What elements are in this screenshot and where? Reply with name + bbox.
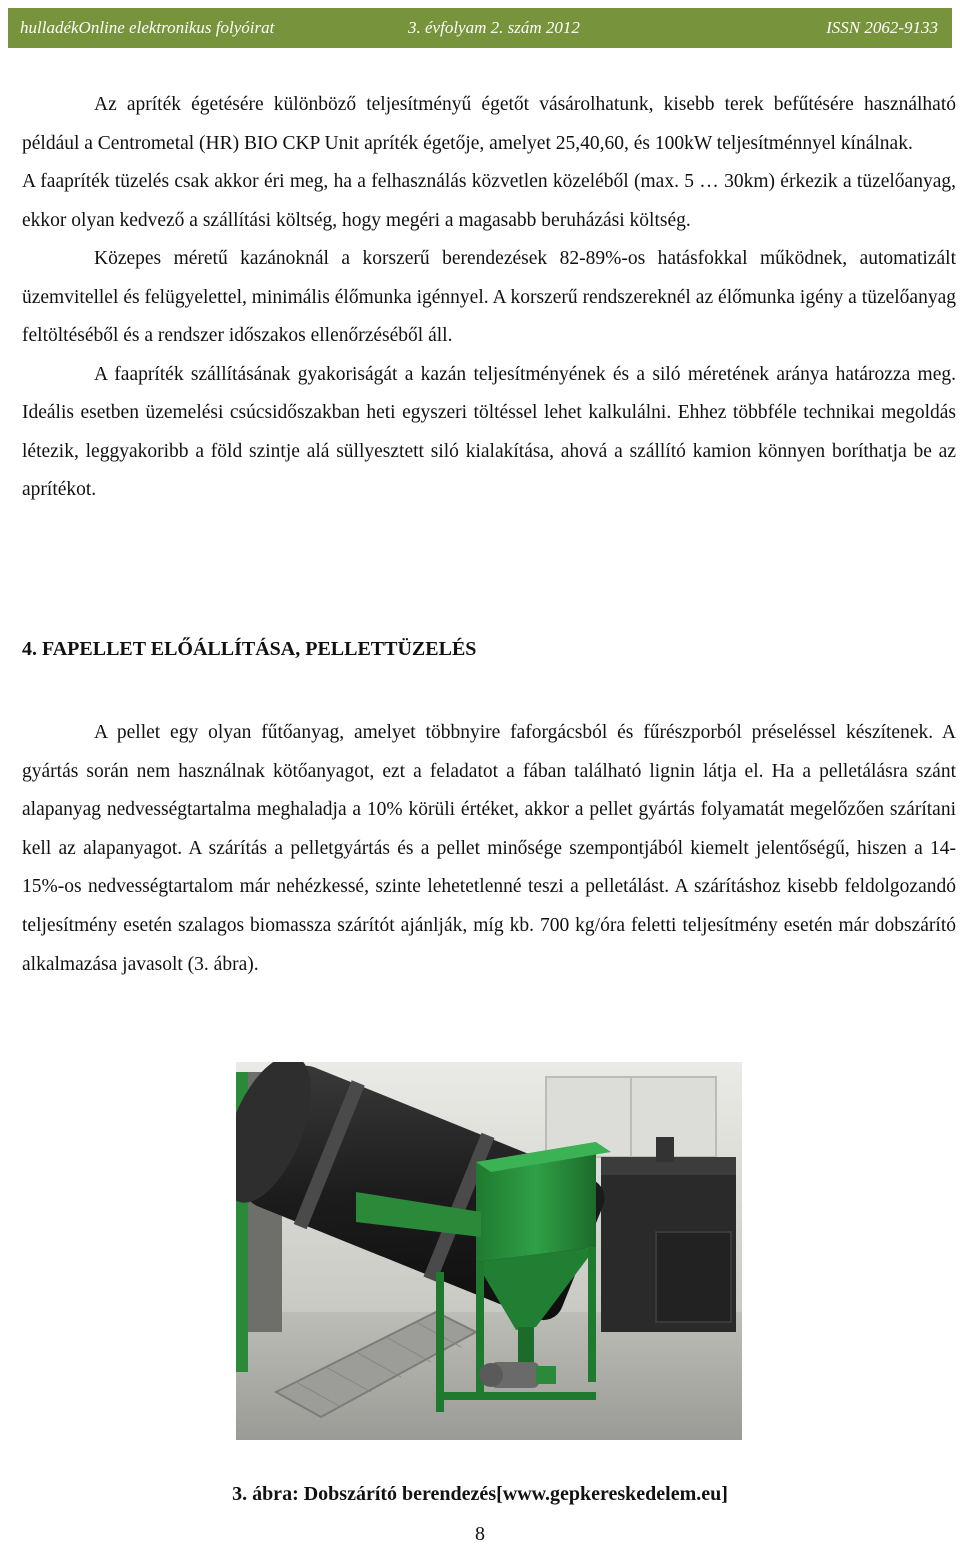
drum-dryer-photo — [236, 1062, 742, 1440]
section-heading: 4. FAPELLET ELŐÁLLÍTÁSA, PELLETTÜZELÉS — [22, 638, 477, 660]
journal-header-bar — [8, 8, 952, 48]
body-text-section — [22, 714, 956, 984]
body-text-top — [22, 86, 956, 510]
page-number: 8 — [475, 1523, 485, 1545]
volume-issue: 3. évfolyam 2. szám 2012 — [408, 18, 580, 37]
paragraph-2: A faapríték tüzelés csak akkor éri meg, ha a felhasználás közvetlen közeléből (max. 5 … 30km) érkezik a tüzelőanyag, ekkor olyan kedvező a szállítási költség, hogy megéri a magasabb beruházási költség. — [22, 171, 956, 231]
drum-dryer-illustration — [236, 1062, 742, 1440]
paragraph-pellet: A pellet egy olyan fűtőanyag, amelyet többnyire faforgácsból és fűrészporból préseléssel készítenek. A gyártás során nem használnak kötőanyagot, ezt a feladatot a fában található lignin látja el. Ha a pelletálásra szánt alapanyag nedvességtartalma meghaladja a 10% körüli értéket, akkor a pellet gyártás folyamatát megelőzően szárítani kell az alapanyagot. A szárítás a pelletgyártás és a pellet minősége szempontjából kiemelt jelentőségű, hiszen a 14-15%-os nedvességtartalom már nehézkessé, szinte lehetetlenné teszi a pelletálást. A szárításhoz kisebb feldolgozandó teljesítmény esetén szalagos biomassza szárítót ajánlják, míg kb. 700 kg/óra feletti teljesítmény esetén már dobszárító alkalmazása javasolt (3. ábra). — [22, 722, 956, 975]
paragraph-3: Közepes méretű kazánoknál a korszerű berendezések 82-89%-os hatásfokkal működnek, automatizált üzemvitellel és felügyelettel, minimális élőmunka igénnyel. A korszerű rendszereknél az élőmunka igény a tüzelőanyag feltöltéséből és a rendszer időszakos ellenőrzéséből áll. — [22, 248, 956, 346]
issn: ISSN 2062-9133 — [826, 18, 938, 37]
figure-caption: 3. ábra: Dobszárító berendezés[www.gepkereskedelem.eu] — [232, 1483, 728, 1505]
paragraph-4: A faapríték szállításának gyakoriságát a kazán teljesítményének és a siló méretének aránya határozza meg. Ideális esetben üzemelési csúcsidőszakban heti egyszeri töltéssel lehet kalkulálni. Ehhez többféle technikai megoldás létezik, leggyakoribb a föld szintje alá süllyesztett siló kialakítása, ahová a szállító kamion könnyen boríthatja be az aprítékot. — [22, 363, 956, 500]
journal-name: hulladékOnline elektronikus folyóirat — [20, 18, 275, 37]
paragraph-1: Az apríték égetésére különböző teljesítményű égetőt vásárolhatunk, kisebb terek befűtésére használható például a Centrometal (HR) BIO CKP Unit apríték égetője, amelyet 25,40,60, és 100kW teljesítménnyel kínálnak. — [22, 94, 956, 154]
